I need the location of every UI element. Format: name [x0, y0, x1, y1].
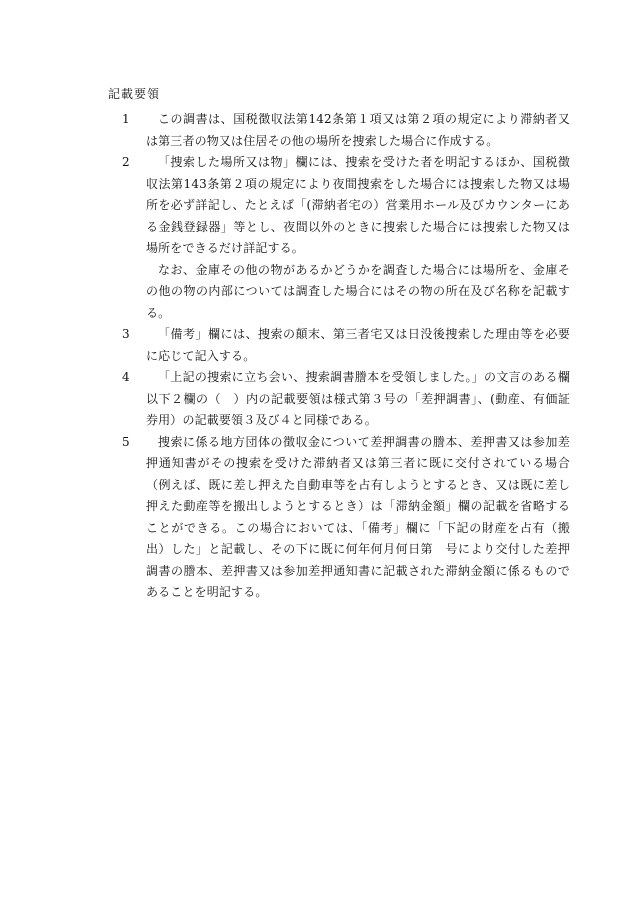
item-text: 捜索に係る地方団体の徴収金について差押調書の謄本、差押書又は参加差押通知書がその捜索を受けた滞納者又は第三者に既に交付されている場合（例えば、既に差し押えた自動車等を占有しようとするとき、又は既に差し押えた動産等を搬出しようとするとき）は「滞納金額」欄の記載を省略することができる。この場合においては、「備考」欄に「下記の財産を占有（搬出）した」と記載し、その下に既に何年何月何日第 号により交付した差押調書の謄本、差押書又は参加差押通知書に記載された滞納金額に係るものであることを明記する。: [146, 434, 570, 599]
item-number: 4: [122, 370, 130, 384]
item-text: 「上記の捜索に立ち会い、捜索調書謄本を受領しました。」の文言のある欄以下２欄の（ ）内の記載要領は様式第３号の「差押調書」、(動産、有価証券用）の記載要領３及び４と同様である。: [146, 370, 570, 427]
instruction-item-3: [122, 324, 570, 367]
item-text: この調書は、国税徴収法第142条第１項又は第２項の規定により滞納者又は第三者の物又は住居その他の場所を捜索した場合に作成する。: [146, 112, 570, 148]
instruction-list: [122, 109, 570, 604]
instruction-item-2: [122, 152, 570, 324]
item-text: 「備考」欄には、捜索の顛末、第三者宅又は日没後捜索した理由等を必要に応じて記入する。: [146, 327, 570, 363]
section-heading: 記載要領: [108, 87, 161, 101]
item-text-continued: なお、金庫その他の物があるかどうかを調査した場合には場所を、金庫その他の物の内部については調査した場合にはその物の所在及び名称を記載する。: [146, 262, 570, 320]
item-text: 「捜索した場所又は物」欄には、捜索を受けた者を明記するほか、国税徴収法第143条第２項の規定により夜間捜索をした場合には捜索した物又は場所を必ず詳記し、たとえば「(滞納者宅の）営業用ホール及びカウンターにある金銭登録器」等とし、夜間以外のときに捜索した場合には捜索した物又は場所をできるだけ詳記する。: [146, 155, 570, 255]
item-number: 5: [122, 434, 130, 449]
item-number: 1: [122, 112, 130, 126]
item-number: 3: [122, 327, 130, 341]
instruction-item-1: [122, 109, 570, 152]
item-number: 2: [122, 155, 130, 169]
instruction-item-5: [122, 432, 570, 604]
instruction-item-4: [122, 367, 570, 432]
